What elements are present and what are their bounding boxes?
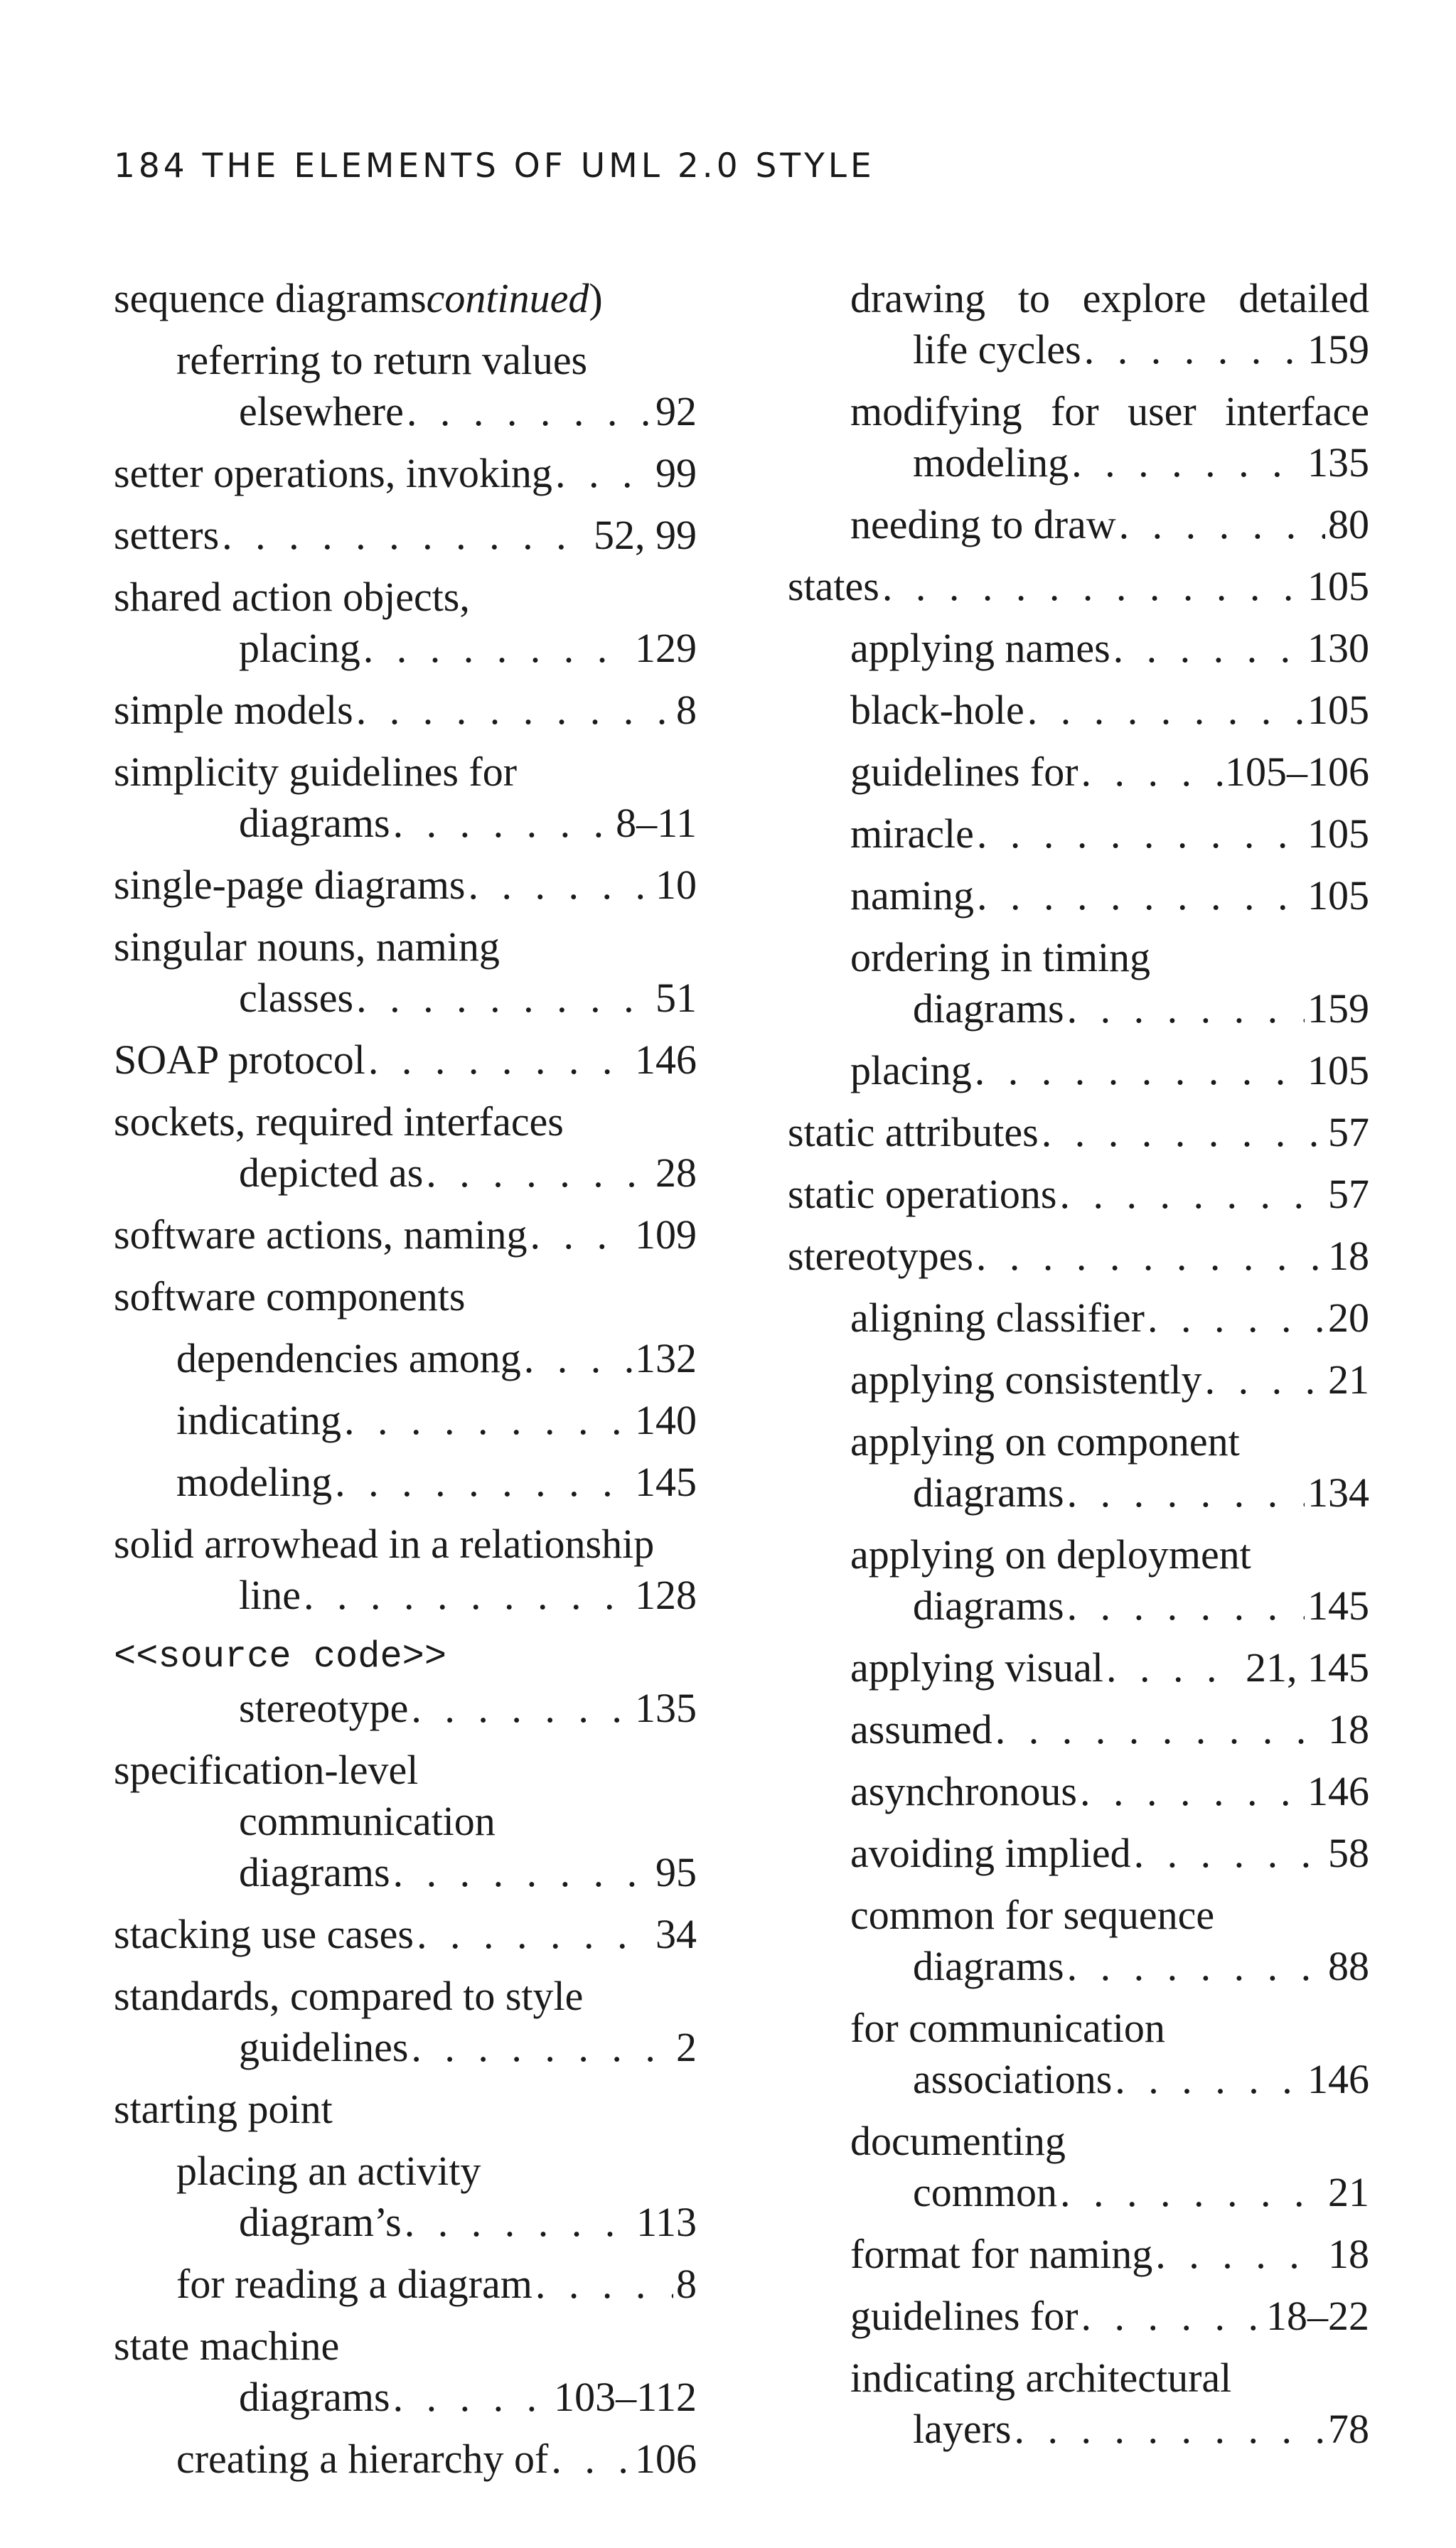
dot-leader <box>393 1847 653 1898</box>
entry-text: placing <box>239 625 360 671</box>
dot-leader <box>426 1147 653 1199</box>
entry-text: classes <box>239 975 354 1021</box>
entry-word: for <box>1051 388 1099 434</box>
entry-text: standards, compared to style <box>114 1973 584 2019</box>
dot-leader <box>1067 983 1305 1034</box>
index-subentry <box>788 746 1369 798</box>
entry-text: single-page diagrams <box>114 862 466 908</box>
page-ref: 109 <box>635 1211 697 1258</box>
entry-text: for reading a diagram <box>176 2261 532 2307</box>
page-ref: 57 <box>1328 1171 1369 1217</box>
entry-text: needing to draw <box>850 501 1116 547</box>
index-subentry <box>114 1333 697 1384</box>
page-ref: 145 <box>1307 1583 1369 1629</box>
page-ref: 129 <box>635 625 697 671</box>
page-ref: 105 <box>1307 563 1369 609</box>
entry-text: static operations <box>788 1171 1057 1217</box>
running-head: 184 THE ELEMENTS OF UML 2.0 STYLE <box>114 146 875 186</box>
page-ref: 99 <box>655 450 697 496</box>
page-ref: 51 <box>655 975 697 1021</box>
page-ref: 92 <box>655 388 697 434</box>
dot-leader <box>468 860 653 911</box>
entry-text: simple models <box>114 687 353 733</box>
dot-leader <box>1080 1766 1305 1817</box>
page-ref: 106 <box>635 2436 697 2482</box>
dot-leader <box>995 1704 1325 1755</box>
dot-leader <box>356 685 673 736</box>
entry-text: stereotype <box>239 1685 409 1731</box>
dot-leader <box>1067 1580 1305 1632</box>
index-subentry <box>788 685 1369 736</box>
index-column-right <box>788 273 1369 2466</box>
dot-leader <box>530 1209 632 1260</box>
index-subentry <box>788 623 1369 674</box>
dot-leader <box>1027 685 1305 736</box>
entry-text: applying on component <box>850 1418 1240 1465</box>
page-ref: 52, 99 <box>594 512 697 558</box>
page-ref: 128 <box>635 1572 697 1618</box>
index-subentry <box>788 1828 1369 1879</box>
index-entry <box>788 1169 1369 1220</box>
entry-text: elsewhere <box>239 388 404 434</box>
index-entry <box>114 1209 697 1260</box>
index-subentry <box>114 2434 697 2485</box>
entry-text: modeling <box>176 1459 333 1505</box>
dot-leader <box>977 870 1305 921</box>
page-ref: 28 <box>655 1150 697 1196</box>
entry-text: miracle <box>850 810 974 857</box>
page-ref: 146 <box>1307 1768 1369 1814</box>
page-ref: 8 <box>676 2261 697 2307</box>
entry-text: common <box>913 2169 1057 2215</box>
index-entry <box>114 572 697 674</box>
page-ref: 18 <box>1328 1233 1369 1279</box>
page-ref: 18 <box>1328 1706 1369 1752</box>
dot-leader <box>1067 1941 1325 1992</box>
index-subentry <box>788 870 1369 921</box>
index-entry <box>114 860 697 911</box>
dot-leader <box>1155 2229 1325 2280</box>
page-ref: 134 <box>1307 1470 1369 1516</box>
entry-text: stereotypes <box>788 1233 973 1279</box>
index-subentry <box>788 1704 1369 1755</box>
page-ref: 103–112 <box>554 2374 697 2420</box>
dot-leader <box>356 973 653 1024</box>
entry-text: depicted as <box>239 1150 424 1196</box>
dot-leader <box>1115 2054 1305 2105</box>
dot-leader <box>1205 1354 1325 1406</box>
dot-leader <box>975 1045 1305 1096</box>
entry-text: asynchronous <box>850 1768 1077 1814</box>
entry-text: simplicity guidelines for <box>114 749 518 795</box>
page-ref: 146 <box>635 1037 697 1083</box>
index-subentry <box>114 2146 697 2248</box>
page-ref: 57 <box>1328 1109 1369 1155</box>
entry-text: aligning classifier <box>850 1295 1145 1341</box>
entry-text: ordering in timing <box>850 934 1151 980</box>
index-subentry <box>788 273 1369 375</box>
dot-leader <box>524 1333 632 1384</box>
index-subentry <box>788 1642 1369 1693</box>
dot-leader <box>344 1395 632 1446</box>
index-entry <box>114 1096 697 1199</box>
entry-text: software components <box>114 1273 466 1320</box>
page-ref: 21 <box>1328 1356 1369 1403</box>
index-entry <box>788 561 1369 612</box>
entry-text: shared action objects, <box>114 574 470 620</box>
page-ref: 18–22 <box>1266 2293 1369 2339</box>
entry-text: life cycles <box>913 326 1081 373</box>
entry-text: diagrams <box>239 2374 390 2420</box>
dot-leader <box>411 1683 632 1734</box>
page-ref: 135 <box>635 1685 697 1731</box>
page-ref: 58 <box>1328 1830 1369 1876</box>
index-subentry <box>114 1395 697 1446</box>
entry-text: guidelines <box>239 2024 409 2070</box>
dot-leader <box>411 2022 673 2073</box>
dot-leader <box>222 510 591 561</box>
dot-leader <box>335 1457 632 1508</box>
continued-label: continued <box>426 275 589 321</box>
dot-leader <box>417 1909 653 1960</box>
index-subentry <box>114 1457 697 1508</box>
entry-text: placing <box>850 1047 972 1093</box>
entry-text: singular nouns, naming <box>114 924 500 970</box>
index-subentry <box>788 1416 1369 1519</box>
entry-text: SOAP protocol <box>114 1037 365 1083</box>
dot-leader <box>1042 1107 1325 1158</box>
entry-word: to <box>1017 275 1050 321</box>
index-subentry <box>114 2259 697 2310</box>
page-ref: 159 <box>1307 326 1369 373</box>
entry-text: indicating architectural <box>850 2355 1232 2401</box>
entry-text: naming <box>850 872 974 919</box>
entry-text: diagrams <box>913 1583 1064 1629</box>
dot-leader <box>1113 623 1305 674</box>
entry-text: stacking use cases <box>114 1911 414 1957</box>
index-subentry <box>788 2291 1369 2342</box>
entry-text: setter operations, invoking <box>114 450 552 496</box>
page-ref: 21 <box>1328 2169 1369 2215</box>
index-entry <box>114 746 697 849</box>
index-subentry <box>788 2003 1369 2105</box>
index-entry <box>114 1034 697 1086</box>
entry-text: software actions, naming <box>114 1211 528 1258</box>
page-ref: 21, 145 <box>1246 1644 1369 1691</box>
entry-text: indicating <box>176 1397 341 1443</box>
entry-text: applying consistently <box>850 1356 1202 1403</box>
index-entry <box>114 685 697 736</box>
index-entry <box>114 2320 697 2423</box>
entry-text: applying visual <box>850 1644 1104 1691</box>
dot-leader <box>551 2434 632 2485</box>
entry-word: interface <box>1225 388 1369 434</box>
entry-text: diagrams <box>239 1849 390 1895</box>
entry-text: diagrams <box>913 1470 1064 1516</box>
page-ref: 113 <box>636 2199 697 2245</box>
index-entry <box>114 1971 697 2073</box>
dot-leader <box>1067 1467 1305 1519</box>
page-ref: 105–106 <box>1225 749 1369 795</box>
entry-text: states <box>788 563 879 609</box>
page-ref: 80 <box>1328 501 1369 547</box>
entry-word: detailed <box>1238 275 1369 321</box>
page-ref: 34 <box>655 1911 697 1957</box>
index-entry <box>114 448 697 499</box>
page-ref: 2 <box>676 2024 697 2070</box>
index-column-left <box>114 273 697 2495</box>
entry-text: referring to return values <box>176 337 588 383</box>
entry-text: state machine <box>114 2323 340 2369</box>
dot-leader <box>405 2197 633 2248</box>
page-ref: 105 <box>1307 1047 1369 1093</box>
index-subentry <box>788 1292 1369 1344</box>
dot-leader <box>393 2372 552 2423</box>
entry-text: diagrams <box>913 1943 1064 1989</box>
page-ref: 10 <box>655 862 697 908</box>
dot-leader <box>1071 437 1305 488</box>
page-ref: 18 <box>1328 2231 1369 2277</box>
entry-text: applying names <box>850 625 1110 671</box>
page-ref: 105 <box>1307 687 1369 733</box>
entry-text: diagrams <box>913 985 1064 1032</box>
entry-text: diagrams <box>239 800 390 846</box>
index-entry <box>114 2084 697 2135</box>
entry-text: starting point <box>114 2086 333 2132</box>
dot-leader <box>1106 1642 1243 1693</box>
page-ref: 78 <box>1328 2406 1369 2452</box>
page-ref: 145 <box>635 1459 697 1505</box>
page-ref: 105 <box>1307 810 1369 857</box>
dot-leader <box>1060 2167 1325 2218</box>
dot-leader <box>1081 746 1222 798</box>
index-entry <box>114 1632 697 1734</box>
index-entry <box>114 1909 697 1960</box>
dot-leader <box>393 798 614 849</box>
index-entry <box>788 1231 1369 1282</box>
dot-leader <box>1015 2404 1326 2455</box>
page-ref: 140 <box>635 1397 697 1443</box>
page-ref: 146 <box>1307 2056 1369 2102</box>
entry-word: modifying <box>850 388 1022 434</box>
dot-leader <box>1060 1169 1325 1220</box>
page-ref: 159 <box>1307 985 1369 1032</box>
entry-text-code: <<source code>> <box>114 1636 447 1678</box>
entry-text: documenting <box>850 2118 1066 2164</box>
dot-leader <box>363 623 632 674</box>
entry-text: setters <box>114 512 220 558</box>
index-subentry <box>788 1529 1369 1632</box>
entry-word: user <box>1128 388 1197 434</box>
page-ref: 105 <box>1307 872 1369 919</box>
entry-text: diagram’s <box>239 2199 402 2245</box>
entry-text: communication <box>239 1798 496 1844</box>
entry-text: dependencies among <box>176 1335 521 1381</box>
page-ref: 130 <box>1307 625 1369 671</box>
dot-leader <box>882 561 1305 612</box>
dot-leader <box>1081 2291 1263 2342</box>
entry-word: drawing <box>850 275 986 321</box>
dot-leader <box>1119 499 1325 550</box>
entry-text-tail: ) <box>589 275 603 321</box>
entry-text: black-hole <box>850 687 1024 733</box>
entry-text: assumed <box>850 1706 992 1752</box>
index-entry <box>114 273 697 324</box>
entry-text: guidelines for <box>850 2293 1078 2339</box>
entry-text: static attributes <box>788 1109 1039 1155</box>
index-subentry <box>788 808 1369 860</box>
page-ref: 8–11 <box>616 800 697 846</box>
entry-word: explore <box>1082 275 1206 321</box>
index-subentry <box>114 335 697 437</box>
entry-text: sequence diagrams <box>114 275 427 321</box>
dot-leader <box>535 2259 673 2310</box>
dot-leader <box>976 1231 1325 1282</box>
index-subentry <box>788 1354 1369 1406</box>
entry-text: for communication <box>850 2005 1165 2051</box>
index-subentry <box>788 1766 1369 1817</box>
page-ref: 135 <box>1307 439 1369 486</box>
index-subentry <box>788 2116 1369 2218</box>
index-entry <box>114 1519 697 1621</box>
dot-leader <box>304 1570 632 1621</box>
entry-text: format for naming <box>850 2231 1153 2277</box>
index-entry <box>114 1271 697 1322</box>
page-ref: 95 <box>655 1849 697 1895</box>
index-entry <box>114 510 697 561</box>
index-subentry <box>788 2229 1369 2280</box>
index-subentry <box>788 2352 1369 2455</box>
entry-text: avoiding implied <box>850 1830 1131 1876</box>
entry-text: guidelines for <box>850 749 1078 795</box>
index-entry <box>788 1107 1369 1158</box>
page-ref: 88 <box>1328 1943 1369 1989</box>
dot-leader <box>977 808 1305 860</box>
dot-leader <box>1147 1292 1325 1344</box>
entry-text: solid arrowhead in a relationship <box>114 1521 655 1567</box>
index-subentry <box>788 932 1369 1034</box>
entry-text: modeling <box>913 439 1069 486</box>
entry-text: associations <box>913 2056 1113 2102</box>
entry-text: layers <box>913 2406 1012 2452</box>
index-entry <box>114 921 697 1024</box>
index-subentry <box>788 1890 1369 1992</box>
dot-leader <box>1134 1828 1325 1879</box>
dot-leader <box>368 1034 632 1086</box>
index-subentry <box>788 1045 1369 1096</box>
dot-leader <box>407 386 653 437</box>
entry-text: creating a hierarchy of <box>176 2436 549 2482</box>
dot-leader <box>1084 324 1305 375</box>
entry-text: specification-level <box>114 1747 419 1793</box>
index-entry <box>114 1745 697 1898</box>
entry-text: line <box>239 1572 301 1618</box>
index-subentry <box>788 499 1369 550</box>
page-ref: 132 <box>635 1335 697 1381</box>
entry-text: common for sequence <box>850 1892 1215 1938</box>
entry-text: placing an activity <box>176 2148 481 2194</box>
entry-text: sockets, required interfaces <box>114 1098 564 1145</box>
dot-leader <box>555 448 653 499</box>
entry-text: applying on deployment <box>850 1531 1251 1578</box>
page-ref: 20 <box>1328 1295 1369 1341</box>
page-ref: 8 <box>676 687 697 733</box>
index-subentry <box>788 386 1369 488</box>
